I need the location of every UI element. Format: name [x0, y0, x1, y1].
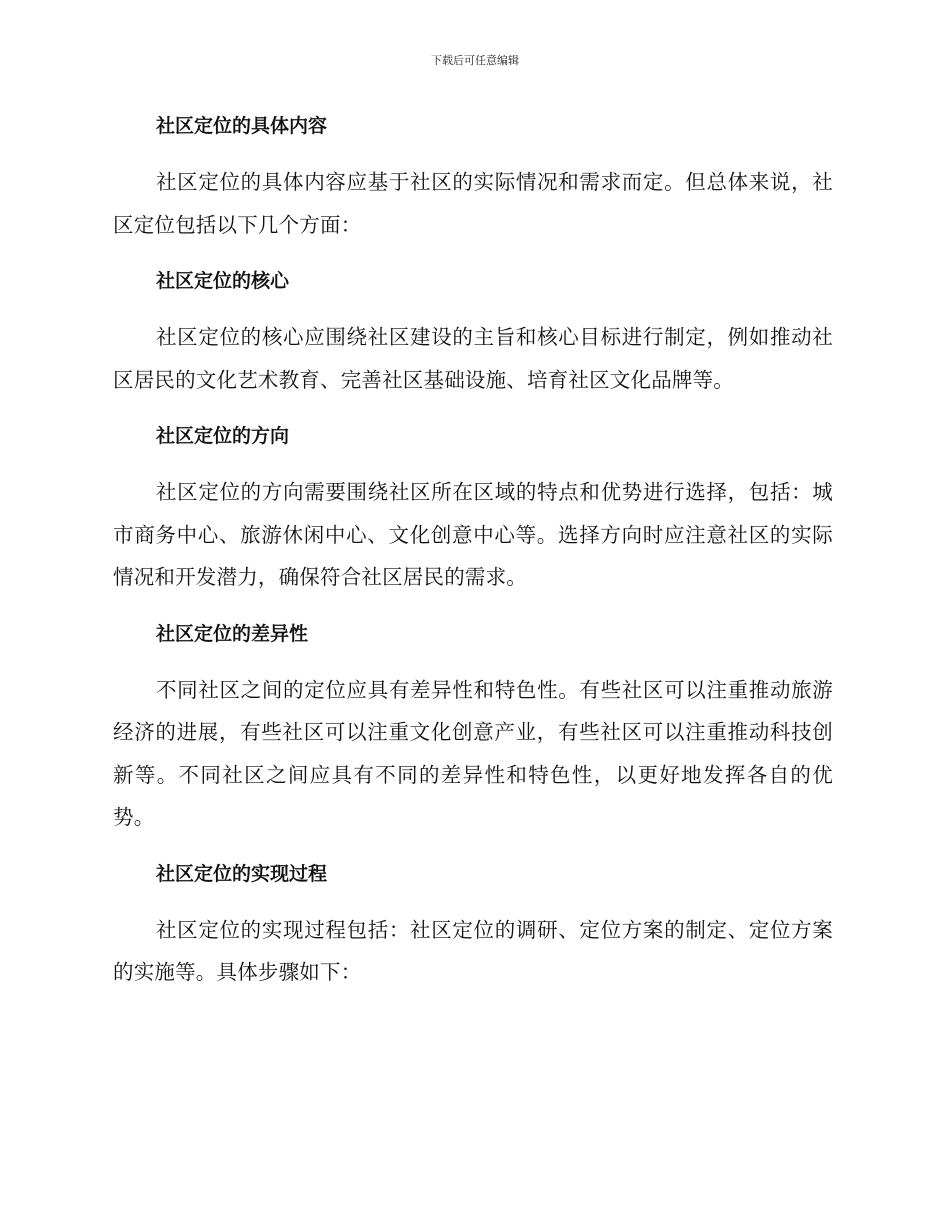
section-heading: 社区定位的方向: [156, 425, 290, 447]
section: [113, 111, 833, 266]
section-paragraph: 不同社区之间的定位应具有差异性和特色性。有些社区可以注重推动旅游经济的进展，有些社区可以注重文化创意产业，有些社区可以注重推动科技创新等。不同社区之间应具有不同的差异性和特色性，以更好地发挥各自的优势。: [113, 677, 833, 829]
section: [113, 266, 833, 421]
section-paragraph: 社区定位的核心应围绕社区建设的主旨和核心目标进行制定，例如推动社区居民的文化艺术教育、完善社区基础设施、培育社区文化品牌等。: [113, 325, 833, 392]
section: [113, 421, 833, 619]
section-heading: 社区定位的差异性: [156, 622, 309, 645]
section: [113, 859, 833, 994]
section-heading: 社区定位的具体内容: [156, 115, 328, 137]
section-heading: 社区定位的实现过程: [156, 862, 328, 885]
section-paragraph: 社区定位的方向需要围绕社区所在区域的特点和优势进行选择，包括：城市商务中心、旅游休闲中心、文化创意中心等。选择方向时应注意社区的实际情况和开发潜力，确保符合社区居民的需求。: [113, 480, 833, 589]
page-header: 下载后可任意编辑: [431, 54, 519, 67]
section-paragraph: 社区定位的具体内容应基于社区的实际情况和需求而定。但总体来说，社区定位包括以下几个方面：: [113, 170, 833, 237]
section: [113, 619, 833, 859]
document-body: [113, 111, 833, 994]
section-heading: 社区定位的核心: [156, 270, 290, 292]
section-paragraph: 社区定位的实现过程包括：社区定位的调研、定位方案的制定、定位方案的实施等。具体步骤如下：: [113, 917, 833, 984]
